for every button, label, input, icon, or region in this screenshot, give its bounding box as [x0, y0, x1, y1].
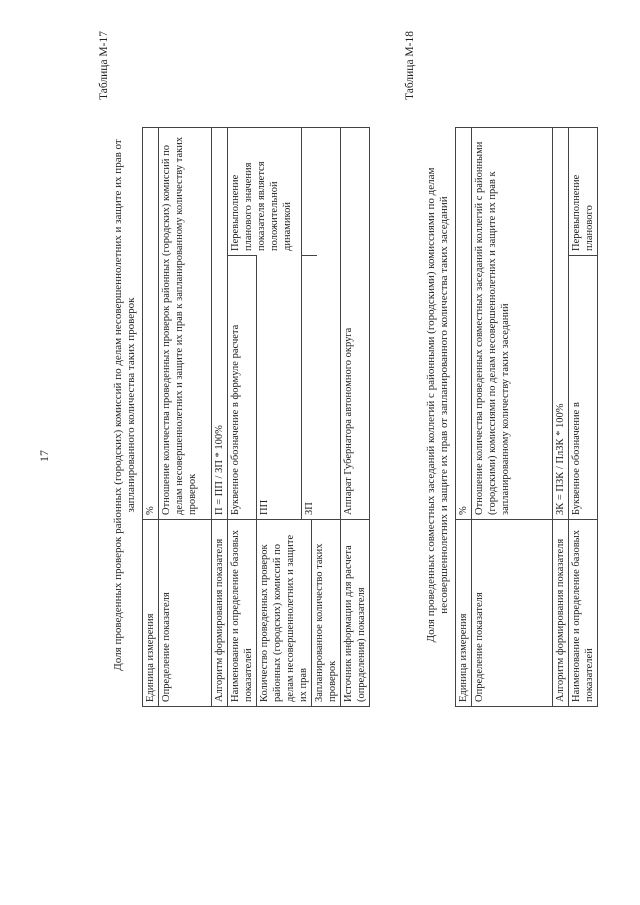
table-row	[472, 128, 553, 707]
base-subtable	[228, 128, 317, 519]
base-label: Наименование и определение базовых показателей	[228, 520, 257, 707]
definition-value: Отношение количества проведенных проверок районных (городских) комиссий по делам несовершеннолетних и защите их прав к запланированному количеству таких проверок	[159, 128, 212, 520]
page-number: 17	[37, 450, 51, 462]
algorithm-label: Алгоритм формирования показателя	[553, 520, 569, 707]
source-label: Источник информации для расчета (определения) показателя	[341, 520, 370, 707]
zp-value: ЗП	[302, 256, 318, 520]
unit-label: Единица измерения	[143, 520, 159, 707]
table-row	[341, 128, 370, 707]
table-row	[143, 128, 159, 707]
definition-value: Отношение количества проведенных совместных заседаний коллегий с районными (городскими) комиссиями по делам несовершеннолетних и защите их прав к запланированному количеству таких заседаний	[472, 128, 553, 520]
base-block	[569, 128, 598, 520]
base-value: Буквенное обозначение в формуле расчета	[228, 256, 257, 520]
algorithm-label: Алгоритм формирования показателя	[212, 520, 228, 707]
unit-label: Единица измерения	[456, 520, 472, 707]
definition-label: Определение показателя	[472, 520, 553, 707]
table-m17	[142, 127, 370, 707]
table-row	[302, 128, 318, 519]
empty-cell	[302, 128, 318, 256]
source-value: Аппарат Губернатора автономного округа	[341, 128, 370, 520]
table-row	[228, 128, 257, 707]
unit-value: %	[143, 128, 159, 520]
base-subtable	[569, 128, 597, 519]
table-row	[553, 128, 569, 707]
algorithm-value: П = ПП / ЗП * 100%	[212, 128, 228, 520]
pp-value: ПП	[257, 256, 302, 520]
zp-label: Запланированное количество таких проверок	[312, 520, 341, 707]
table-row	[569, 128, 597, 519]
table-m18-title: Доля проведенных совместных заседаний коллегий с районными (городскими) комиссиями по делам несовершеннолетних и защите их прав от запланированного количества таких заседаний	[425, 167, 450, 643]
table-m18-caption: Таблица М-18	[404, 31, 416, 100]
base-label: Наименование и определение базовых показателей	[569, 520, 598, 707]
dynamics-value: Перевыполнение планового значения показателя является положительной динамикой	[230, 161, 293, 251]
table-row	[159, 128, 212, 707]
table-row	[456, 128, 472, 707]
table-m17-caption: Таблица М-17	[98, 31, 110, 100]
table-row	[228, 128, 257, 519]
table-row	[212, 128, 228, 707]
base-value: Буквенное обозначение в	[569, 256, 597, 520]
pp-label: Количество проведенных проверок районных (городских) комиссий по делам несовершеннолетних и защите их прав	[257, 520, 312, 707]
table-m17-title: Доля проведенных проверок районных (городских) комиссий по делам несовершеннолетних и защите их прав от запланированного количества таких проверок	[112, 139, 137, 671]
algorithm-value: ЗК = ПЗК / ПлЗК * 100%	[553, 128, 569, 520]
base-block	[228, 128, 341, 520]
definition-label: Определение показателя	[159, 520, 212, 707]
unit-value: %	[456, 128, 472, 520]
dynamics-value: Перевыполнение планового	[571, 174, 595, 251]
table-row	[569, 128, 598, 707]
table-m18	[455, 127, 598, 707]
